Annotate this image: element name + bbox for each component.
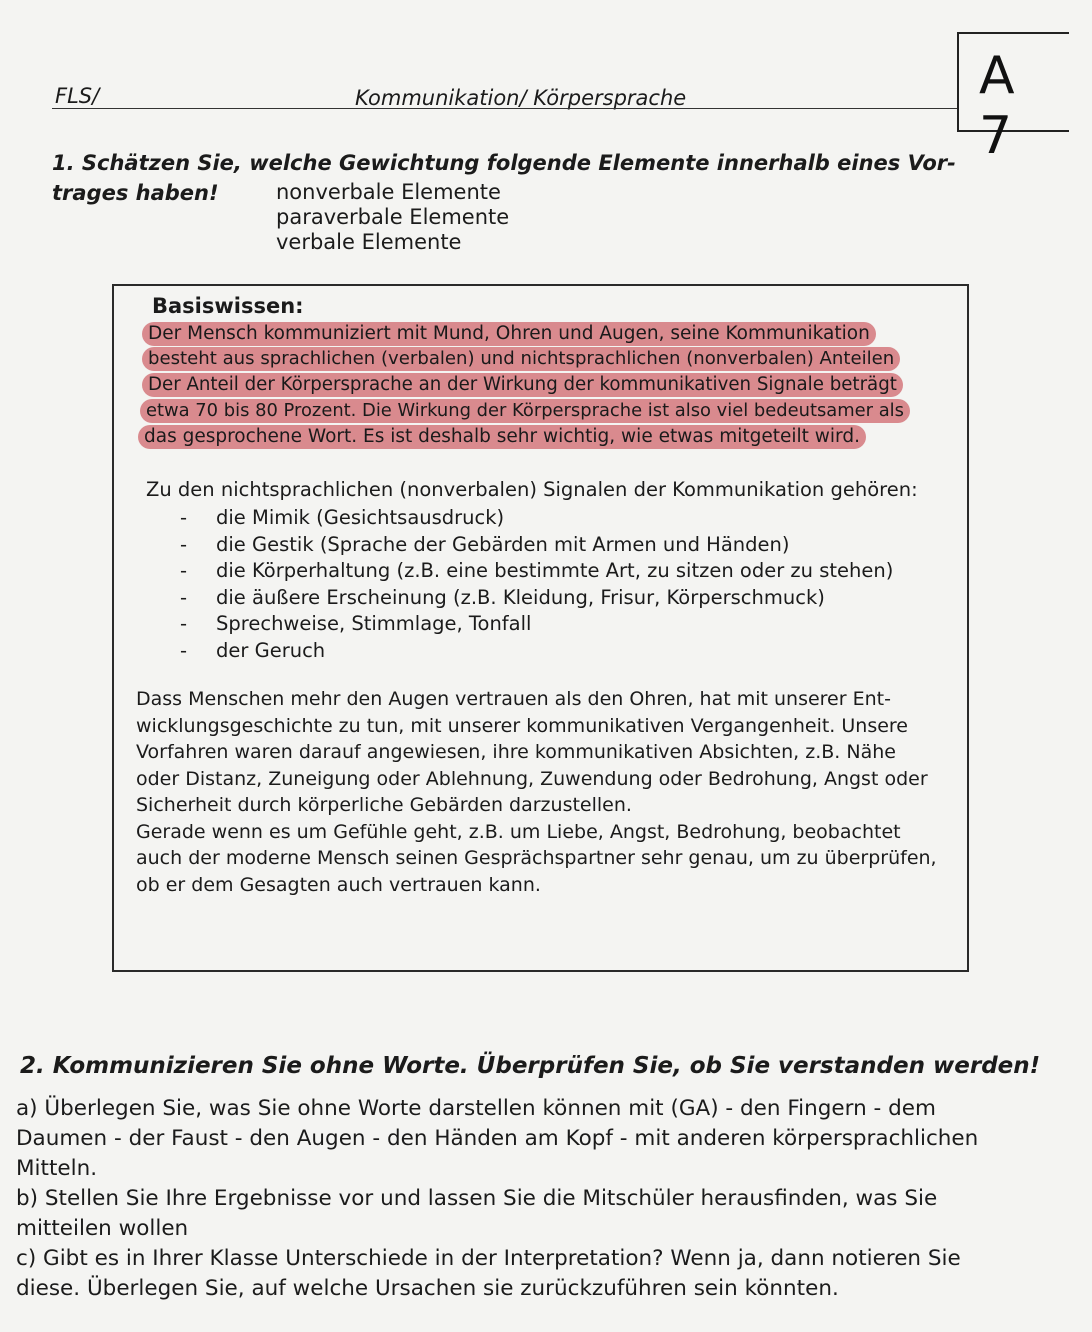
dash-bullet: -: [180, 532, 188, 556]
task2-line: Daumen - der Faust - den Augen - den Händen am Kopf - mit anderen körpersprachlichen: [16, 1126, 979, 1151]
paragraph-line: Vorfahren waren darauf angewiesen, ihre kommunikativen Absichten, z.B. Nähe: [136, 741, 896, 763]
paragraph-line: Dass Menschen mehr den Augen vertrauen als den Ohren, hat mit unserer Ent-: [136, 688, 891, 710]
paragraph-line: Sicherheit durch körperliche Gebärden darzustellen.: [136, 794, 632, 816]
highlighted-line: Der Mensch kommuniziert mit Mund, Ohren und Augen, seine Kommunikation: [142, 322, 876, 346]
task2-line: a) Überlegen Sie, was Sie ohne Worte darstellen können mit (GA) - den Fingern - dem: [16, 1096, 936, 1121]
task1-heading-line1: 1. Schätzen Sie, welche Gewichtung folgende Elemente innerhalb eines Vor-: [52, 151, 956, 175]
header-school: FLS/: [55, 84, 100, 108]
element-item: nonverbale Elemente: [276, 180, 501, 204]
list-item: [180, 585, 893, 612]
highlighted-line: Der Anteil der Körpersprache an der Wirkung der kommunikativen Signale beträgt: [142, 373, 903, 397]
basiswissen-title: Basiswissen:: [152, 294, 304, 318]
evolution-paragraph: [136, 686, 951, 898]
sheet-code-box: [957, 32, 1069, 166]
element-list: [276, 180, 509, 255]
list-item: [180, 638, 893, 665]
signals-intro: Zu den nichtsprachlichen (nonverbalen) Signalen der Kommunikation gehören:: [146, 478, 918, 501]
list-item-text: die Körperhaltung (z.B. eine bestimmte Art, zu sitzen oder zu stehen): [216, 559, 894, 582]
task2-line: mitteilen wollen: [16, 1216, 189, 1241]
list-item: [180, 558, 893, 585]
task1-heading-line2: trages haben!: [52, 181, 219, 205]
list-item: [180, 505, 893, 532]
list-item-text: die Gestik (Sprache der Gebärden mit Armen und Händen): [216, 532, 790, 556]
paragraph-line: Gerade wenn es um Gefühle geht, z.B. um Liebe, Angst, Bedrohung, beobachtet: [136, 820, 901, 843]
task1-heading: [52, 148, 992, 208]
list-item: [180, 532, 893, 559]
dash-bullet: -: [180, 585, 188, 609]
sheet-code: A 7: [979, 46, 1019, 166]
list-item-text: die äußere Erscheinung (z.B. Kleidung, Frisur, Körperschmuck): [216, 585, 825, 609]
paragraph-line: wicklungsgeschichte zu tun, mit unserer kommunikativen Vergangenheit. Unsere: [136, 714, 908, 737]
task2-line: Mitteln.: [16, 1156, 98, 1181]
paragraph-line: auch der moderne Mensch seinen Gesprächspartner sehr genau, um zu überprüfen,: [136, 847, 937, 869]
highlighted-line: das gesprochene Wort. Es ist deshalb sehr wichtig, wie etwas mitgeteilt wird.: [138, 425, 866, 449]
header-topic: Kommunikation/ Körpersprache: [355, 86, 687, 110]
signals-list: [180, 505, 893, 664]
task2-line: diese. Überlegen Sie, auf welche Ursachen sie zurückzuführen sein könnten.: [16, 1276, 839, 1301]
list-item-text: der Geruch: [216, 638, 326, 662]
task2-line: c) Gibt es in Ihrer Klasse Unterschiede in der Interpretation? Wenn ja, dann notieren Sie: [16, 1246, 961, 1271]
task2-instructions: [16, 1094, 1026, 1304]
dash-bullet: -: [180, 612, 188, 635]
task2-line: b) Stellen Sie Ihre Ergebnisse vor und lassen Sie die Mitschüler herausfinden, was Sie: [16, 1186, 938, 1211]
task2-heading: 2. Kommunizieren Sie ohne Worte. Überprüfen Sie, ob Sie verstanden werden!: [20, 1053, 1041, 1079]
paragraph-line: oder Distanz, Zuneigung oder Ablehnung, Zuwendung oder Bedrohung, Angst oder: [136, 767, 928, 790]
highlighted-line: etwa 70 bis 80 Prozent. Die Wirkung der Körpersprache ist also viel bedeutsamer als: [140, 399, 910, 423]
list-item-text: die Mimik (Gesichtsausdruck): [216, 506, 505, 529]
list-item: [180, 611, 893, 638]
dash-bullet: -: [180, 506, 188, 529]
header-rule: [52, 108, 957, 109]
element-item: verbale Elemente: [276, 230, 462, 254]
element-item: paraverbale Elemente: [276, 205, 510, 229]
dash-bullet: -: [180, 559, 188, 582]
dash-bullet: -: [180, 638, 188, 662]
list-item-text: Sprechweise, Stimmlage, Tonfall: [216, 612, 532, 635]
paragraph-line: ob er dem Gesagten auch vertrauen kann.: [136, 873, 541, 896]
highlighted-line: besteht aus sprachlichen (verbalen) und nichtsprachlichen (nonverbalen) Anteilen: [142, 347, 900, 371]
